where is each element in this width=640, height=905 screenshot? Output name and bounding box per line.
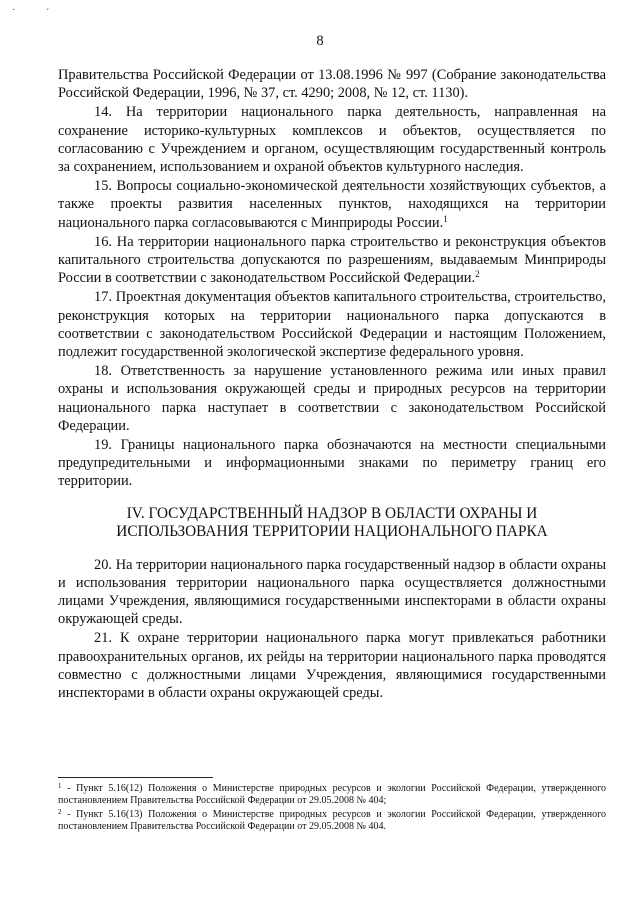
footnote-ref-1[interactable]: 1 bbox=[443, 213, 448, 224]
document-body bbox=[58, 66, 606, 702]
footnote-1: $^1$ - Пункт 5.16(12) Положения о Министерстве природных ресурсов и экологии Российской Федерации, утвержденного постановлением Правительства Российской Федерации от 29.05.2008 № 404; bbox=[58, 782, 606, 807]
footnotes bbox=[58, 783, 606, 835]
footnote-2: $^2$ - Пункт 5.16(13) Положения о Министерстве природных ресурсов и экологии Российской Федерации, утвержденного постановлением Правительства Российской Федерации от 29.05.2008 № 404. bbox=[58, 807, 606, 833]
paragraph-16: 16. На территории национального парка строительство и реконструкция объектов капитального строительства допускаются по разрешениям, выдаваемым Минприроды России в соответствии с законодательством Российской Федерации.$^2$ bbox=[58, 233, 606, 287]
paragraph-17: 17. Проектная документация объектов капитального строительства, строительство, реконструкция которых на территории национального парка допускаются в соответствии с законодательством Российской Федерации и настоящим Положением, подлежит государственной экологической экспертизе федерального уровня. bbox=[58, 289, 606, 361]
footnote-separator bbox=[58, 777, 213, 778]
paragraph-18: 18. Ответственность за нарушение установленного режима или иных правил охраны и использования окружающей среды и природных ресурсов на территории национального парка наступает в соответствии с законодательством Российской Федерации. bbox=[58, 363, 606, 434]
paragraph-15: 15. Вопросы социально-экономической деятельности хозяйствующих субъектов, а также проекты развития населенных пунктов, находящихся на территории национального парка согласовываются с Минприроды России.$^1$ bbox=[58, 178, 606, 231]
paragraph-20: 20. На территории национального парка государственный надзор в области охраны и использования территории национального парка осуществляется должностными лицами Учреждения, являющимися государственными инспекторами в области охраны окружающей среды. bbox=[58, 556, 606, 628]
paragraph-21: 21. К охране территории национального парка могут привлекаться работники правоохранительных органов, их рейды на территории национального парка проводятся совместно с должностными лицами Учреждения, являющимися государственными инспекторами в области охраны окружающей среды. bbox=[58, 630, 606, 702]
section-heading bbox=[58, 505, 606, 542]
section-heading-line-2: ИСПОЛЬЗОВАНИЯ ТЕРРИТОРИИ НАЦИОНАЛЬНОГО ПАРКА bbox=[116, 523, 548, 541]
section-heading-line-1: IV. ГОСУДАРСТВЕННЫЙ НАДЗОР В ОБЛАСТИ ОХРАНЫ И bbox=[126, 504, 538, 522]
footnote-mark-1: 1 bbox=[58, 782, 62, 790]
paragraph-19: 19. Границы национального парка обозначаются на местности специальными предупредительными и информационными знаками по периметру границ его территории. bbox=[58, 437, 606, 490]
footnote-ref-2[interactable]: 2 bbox=[475, 269, 480, 280]
paragraph-continuation: Правительства Российской Федерации от 13.08.1996 № 997 (Собрание законодательства Российской Федерации, 1996, № 37, ст. 4290; 2008, № 12, ст. 1130). bbox=[58, 67, 606, 102]
paragraph-14: 14. На территории национального парка деятельность, направленная на сохранение историко-культурных комплексов и объектов, осуществляется по согласованию с Учреждением и органом, осуществляющим государственный контроль за сохранением, использованием и охраной объектов культурного наследия. bbox=[58, 104, 606, 176]
footnote-mark-2: 2 bbox=[58, 807, 62, 816]
page-number: 8 bbox=[316, 33, 324, 49]
scan-marks: ˙ ˊ bbox=[12, 8, 64, 19]
